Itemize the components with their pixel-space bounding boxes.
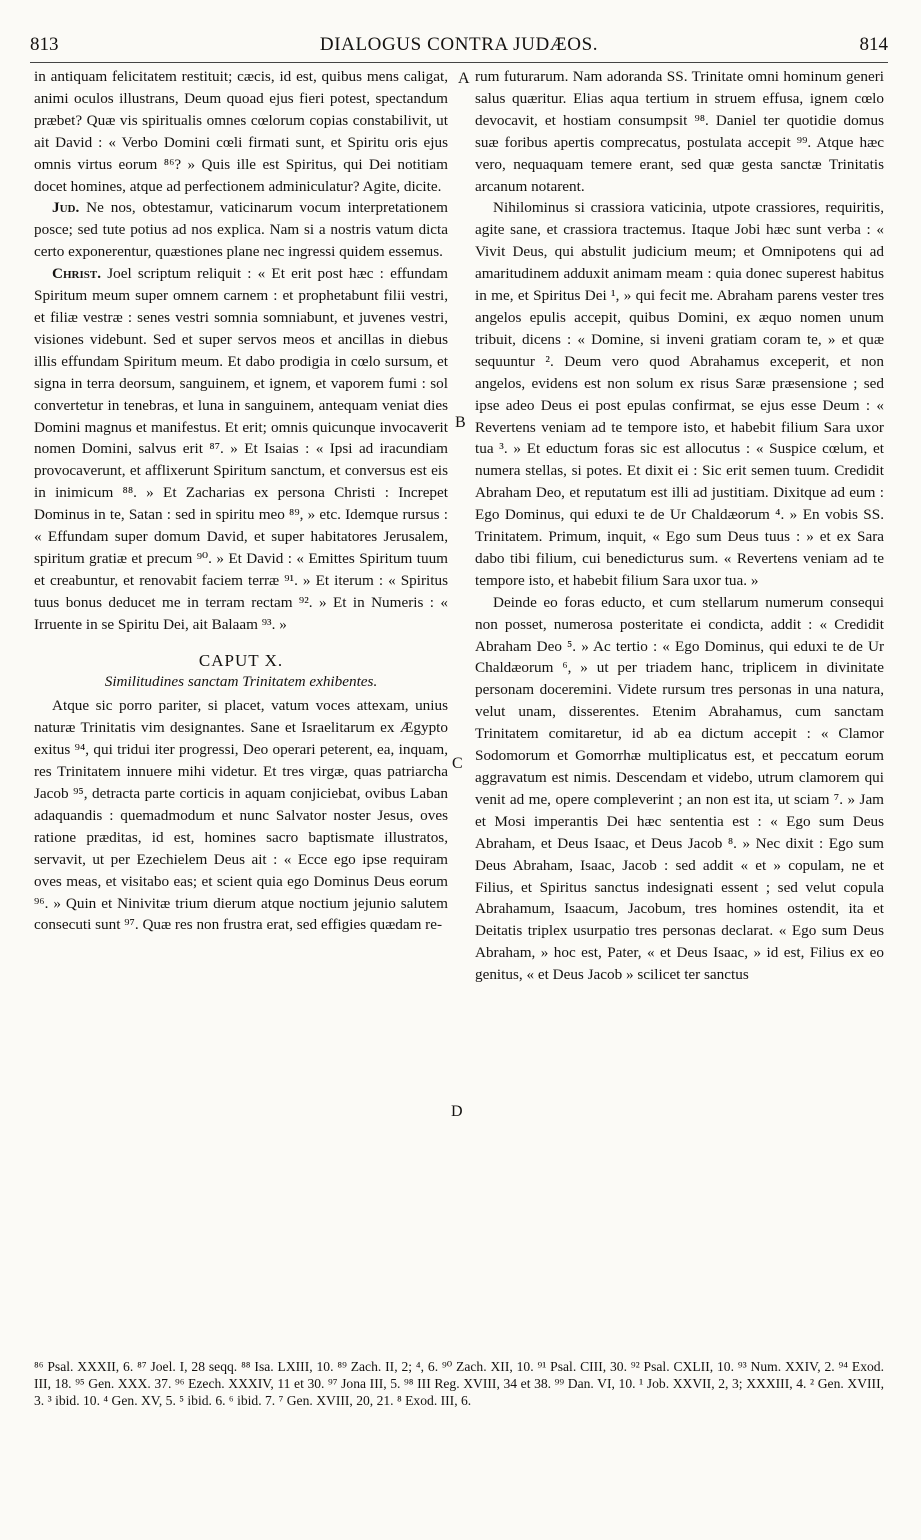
left-column [34,66,448,936]
margin-letter-c: C [452,755,463,772]
chapter-heading: CAPUT X. [198,650,284,670]
running-title: DIALOGUS CONTRA JUDÆOS. [319,34,599,55]
chapter-subtitle: Similitudines sanctam Trinitatem exhibentes. [104,673,378,691]
page-number-right: 814 [859,34,888,55]
left-paragraph-1: in antiquam felicitatem restituit; cæcis, id est, quibus mens caligat, animi oculos illustrans, Deum quoad ejus fieri potest, spectandum præbet? Quæ vis spiritualis omnes cœlorum copias constabilivit, ut ait David : « Verbo Domini cœli firmati sunt, et Spiritu oris ejus omnis virtus eorum ⁸⁶? » Quis ille est Spiritus, qui Dei notitiam docet homines, atque ad perfectionem adminiculatur? Agite, dicite. [34,68,448,195]
left-paragraph-2 [34,197,448,263]
left-paragraph-3 [34,263,448,635]
margin-letter-a: A [458,70,470,87]
left-paragraph-3-text: Joel scriptum reliquit : « Et erit post hæc : effundam Spiritum meum super omnem carnem : et prophetabunt filii vestri, et filiæ vestræ : senes vestri somnia somniabunt, et juvenes vestri, visiones videbunt. Sed et super servos meos et ancillas in diebus illis effundam Spiritum meum. Et dabo prodigia in cœlo sursum, et signa in terra deorsum, sanguinem, et ignem, et vaporem fumi : sol convertetur in tenebras, et luna in sanguinem, antequam veniat dies Domini magnus et manifestus. Et erit; omnis quicunque invocaverit nomen Domini, salvus erit ⁸⁷. » Et Isaias : « Ipsi ad iracundiam provocaverunt, et afflixerunt Spiritum sanctum, et conversus est eis in inimicum ⁸⁸. » Et Zacharias ex persona Christi : Increpet Dominus in te, Satan : sed in spiritu meo ⁸⁹, » etc. Idemque rursus : « Effundam super domum David, et super habitatores Jerusalem, spiritum gratiæ et precum ⁹⁰. » Et David : « Emittes Spiritum tuum et creabuntur, et renovabit faciem terræ ⁹¹. » Et iterum : « Spiritus tuus bonus deducet me in terram rectam ⁹². » Et in Numeris : « Irruente in se Spiritu Dei, ait Balaam ⁹³. » [34,265,448,633]
margin-letter-b: B [455,414,466,431]
footnotes: ⁸⁶ Psal. XXXII, 6. ⁸⁷ Joel. I, 28 seqq. ⁸⁸ Isa. LXIII, 10. ⁸⁹ Zach. II, 2; ⁴, 6. ⁹⁰ Zach. XII, 10. ⁹¹ Psal. CIII, 30. ⁹² Psal. CXLII, 10. ⁹³ Num. XXIV, 2. ⁹⁴ Exod. III, 18. ⁹⁵ Gen. XXX. 37. ⁹⁶ Ezech. XXXIV, 11 et 30. ⁹⁷ Jona III, 5. ⁹⁸ III Reg. XVIII, 34 et 38. ⁹⁹ Dan. VI, 10. ¹ Job. XXVII, 2, 3; XXXIII, 4. ² Gen. XVIII, 3. ³ ibid. 10. ⁴ Gen. XV, 5. ⁵ ibid. 6. ⁶ ibid. 7. ⁷ Gen. XVIII, 20, 21. ⁸ Exod. III, 6. [34,1359,884,1408]
right-paragraph-3: Deinde eo foras educto, et cum stellarum numerum consequi non posset, numerosa posteritate ei condicta, addit : « Credidit Abraham Deo ⁵. » Ac tertio : « Ego Dominus, qui eduxi te de Ur Chaldæorum ⁶, » ut per triadem hanc, triplicem in divinitate personam doceremini. Videte rursum tres personas in una natura, velut unam, disserentes. Etenim Abrahamus, cum sanctam Trinitatem comitaretur, id ab ea dictum accepit : « Clamor Sodomorum et Gomorrhæ multiplicatus est, et peccatum eorum aggravatum est nimis. Descendam et videbo, utrum clamorem qui venit ad me, opere compleverint ; an non est ita, ut sciam ⁷. » Jam et Mosi imperantis Dei hæc sententia est : « Ego sum Deus Abraham, et Deus Isaac, et Deus Jacob ⁸. » Nec dixit : Ego sum Deus Abraham, Isaac, Jacob : sed addit « et » copulam, ne et Filius, et Spiritus sanctus indesignati essent ; sed velut copula Abrahamum, Isaacum, Jacobum, tres homines ostendit, ita et Deitatis triplex usurpatio tres personas declarat. « Ego sum Deus Abraham, » hoc est, Pater, « et Deus Isaac, » id est, Filius ex eo genitus, « et Deus Jacob » scilicet ter sanctus [475,593,884,984]
right-paragraph-2: Nihilominus si crassiora vaticinia, utpote crassiores, requiritis, agite sane, et crassiora tractemus. Itaque Jobi hæc sunt verba : « Vivit Deus, qui abstulit judicium meum; et Omnipotens qui ad amaritudinem adduxit animam meam : quia donec superest habitus in me, et Spiritus Dei ¹, » qui fecit me. Abraham parens vester tres angelos epulis accepit, quibus Domini, ex æquo nomen unum tribuit, dicens : « Domine, si inveni gratiam coram te, » et quæ sequuntur ². Deum vero quod Abrahamus exceperit, et non angelos, evidens est non solum ex risus Saræ præsensione ; sed ipse adeo Deus ei post epulas confirmat, se ejus esse Deum : « Revertens veniam ad te tempore isto, et habebit filium Sara uxor tua ³. » Et eductum foras sic est allocutus : « Suspice cœlum, et numera stellas, si potes. Et dixit ei : Sic erit semen tuum. Credidit Abraham Deo, et reputatum est illi ad justitiam. Dixitque ad eum : Ego Dominus, qui eduxi te de Ur Chaldæorum ⁴. » En vobis SS. Trinitatem. Primum, inquit, « Ego sum Deus tuus : » et ex Sara dabo tibi filium, cui benedicturus sum. « Revertens veniam ad te tempore isto, et habebit filium Sara uxor tua. » [475,199,884,589]
running-header [30,34,888,60]
right-paragraph-1: rum futurarum. Nam adoranda SS. Trinitate omni hominum generi salus quæritur. Elias aqua tertium in struem effusa, ignem cœlo devocavit, et hostiam consumpsit ⁹⁸. Daniel ter quotidie domus suæ foribus apertis comprecatus, postulata accepit ⁹⁹. Atque hæc vero, nequaquam temere erant, sed quæ gesta sanctæ Trinitatis arcanum notarent. [475,68,884,195]
speaker-label-jud: Jud. [52,199,80,217]
right-column [475,66,884,986]
left-paragraph-4: Atque sic porro pariter, si placet, vatum voces attexam, unius naturæ Trinitatis vim designantes. Sane et Israelitarum ex Ægypto exitus ⁹⁴, qui tridui iter progressi, Deo operari peterent, ea, inquam, res Trinitatem innuere mihi videtur. Et tres virgæ, quas patriarcha Jacob ⁹⁵, detracta parte corticis in aquam conjiciebat, ovibus Laban adaquandis : quemadmodum et nunc Salvator noster Jesus, oves ratione præditas, id est, homines sacro baptismate illustratos, servavit, ut per Ezechielem Deus ait : « Ecce ego ipse requiram oves meas, et visitabo eas; et scient quia ego Dominus Deus eorum ⁹⁶. » Quin et Ninivitæ trium dierum atque noctium jejunio salutem consecuti sunt ⁹⁷. Quæ res non frustra erat, sed effigies quædam re- [34,697,448,934]
page-number-left: 813 [30,34,59,55]
margin-letter-d: D [451,1103,463,1120]
speaker-label-christ: Christ. [52,265,102,283]
left-paragraph-2-text: Ne nos, obtestamur, vaticinarum vocum interpretationem posce; sed tute potius ad nos explica. Nam si a nostris vatum dicta certo exponerentur, quæstiones plane nec ingressi quidem essemus. [34,199,448,261]
header-rule [30,62,888,63]
